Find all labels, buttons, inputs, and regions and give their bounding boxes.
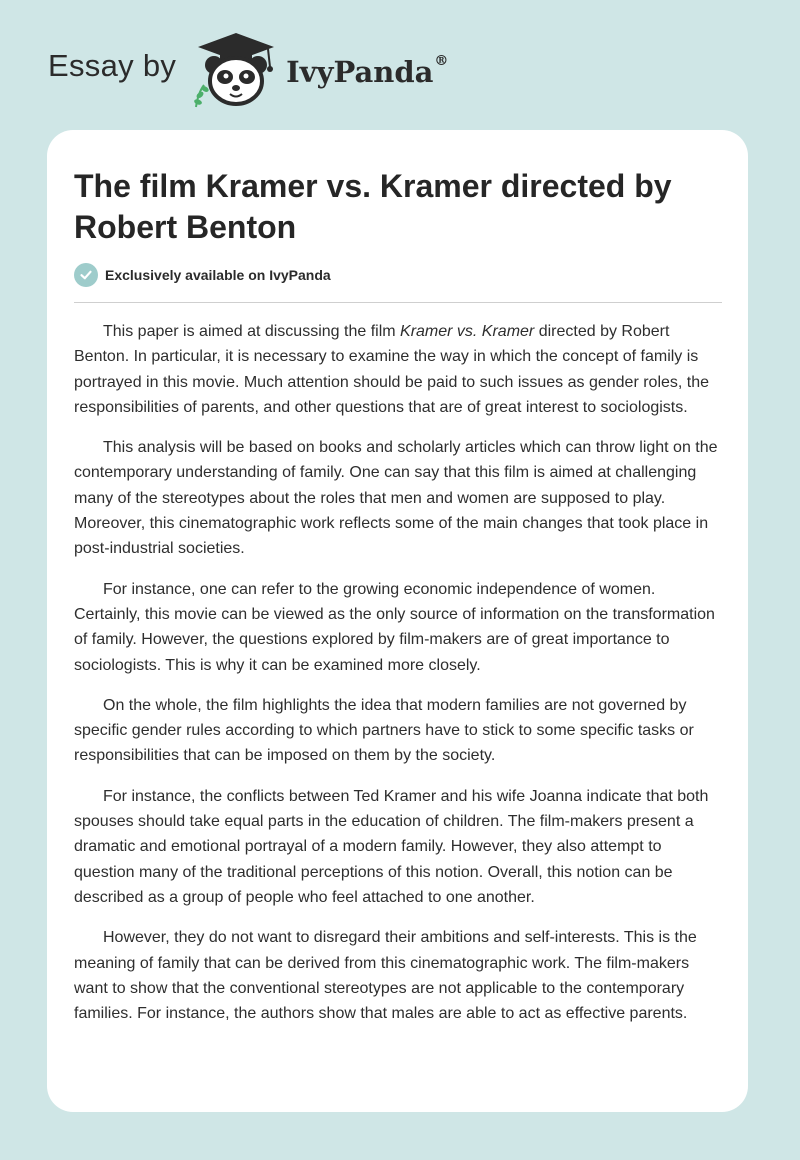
divider xyxy=(74,302,722,303)
paragraph-5: For instance, the conflicts between Ted Kramer and his wife Joanna indicate that both spouses should take equal parts in the education of children. The film-makers present a dramatic and emotional portrayal of a modern family. However, they also attempt to question many of the traditional perceptions of this notion. Overall, this notion can be described as a group of people who feel attached to one another. xyxy=(74,787,709,906)
essay-card xyxy=(47,130,748,1112)
panda-logo-icon[interactable] xyxy=(190,31,282,109)
paragraph-3: For instance, one can refer to the growing economic independence of women. Certainly, this movie can be viewed as the only source of information on the transformation of family. However, the questions explored by film-makers are of great importance to sociologists. This is why it can be examined more closely. xyxy=(74,580,715,674)
registered-mark: ® xyxy=(434,53,449,69)
badge-text: Exclusively available on IvyPanda xyxy=(105,267,331,283)
brand-name[interactable]: IvyPanda® xyxy=(286,53,449,89)
essay-by-label: Essay by xyxy=(48,48,177,83)
paragraph-6: However, they do not want to disregard their ambitions and self-interests. This is the meaning of family that can be derived from this cinematographic work. The film-makers want to show that the conventional stereotypes are not applicable to the contemporary families. For instance, the authors show that males are able to act as effective parents. xyxy=(74,929,697,1023)
essay-body xyxy=(74,319,724,1041)
checkmark-icon xyxy=(74,263,98,287)
page-title: The film Kramer vs. Kramer directed by Robert Benton xyxy=(74,168,672,245)
paragraph-4: On the whole, the film highlights the idea that modern families are not governed by specific gender rules according to which partners have to stick to some specific tasks or responsibilities that can be imposed on them by the society. xyxy=(74,696,694,765)
paragraph-1: This paper is aimed at discussing the film Kramer vs. Kramer directed by Robert Benton. In particular, it is necessary to examine the way in which the concept of family is portrayed in this movie. Much attention should be paid to such issues as gender roles, the responsibilities of parents, and other questions that are of great interest to sociologists. xyxy=(74,323,710,416)
film-title-italic: Kramer vs. Kramer xyxy=(400,323,535,340)
paragraph-2: This analysis will be based on books and scholarly articles which can throw light on the contemporary understanding of family. One can say that this film is aimed at challenging many of the stereotypes about the roles that men and women are supposed to play. Moreover, this cinematographic work reflects some of the main changes that took place in post-industrial societies. xyxy=(74,439,718,558)
exclusive-badge xyxy=(74,263,331,287)
site-header xyxy=(48,30,448,110)
